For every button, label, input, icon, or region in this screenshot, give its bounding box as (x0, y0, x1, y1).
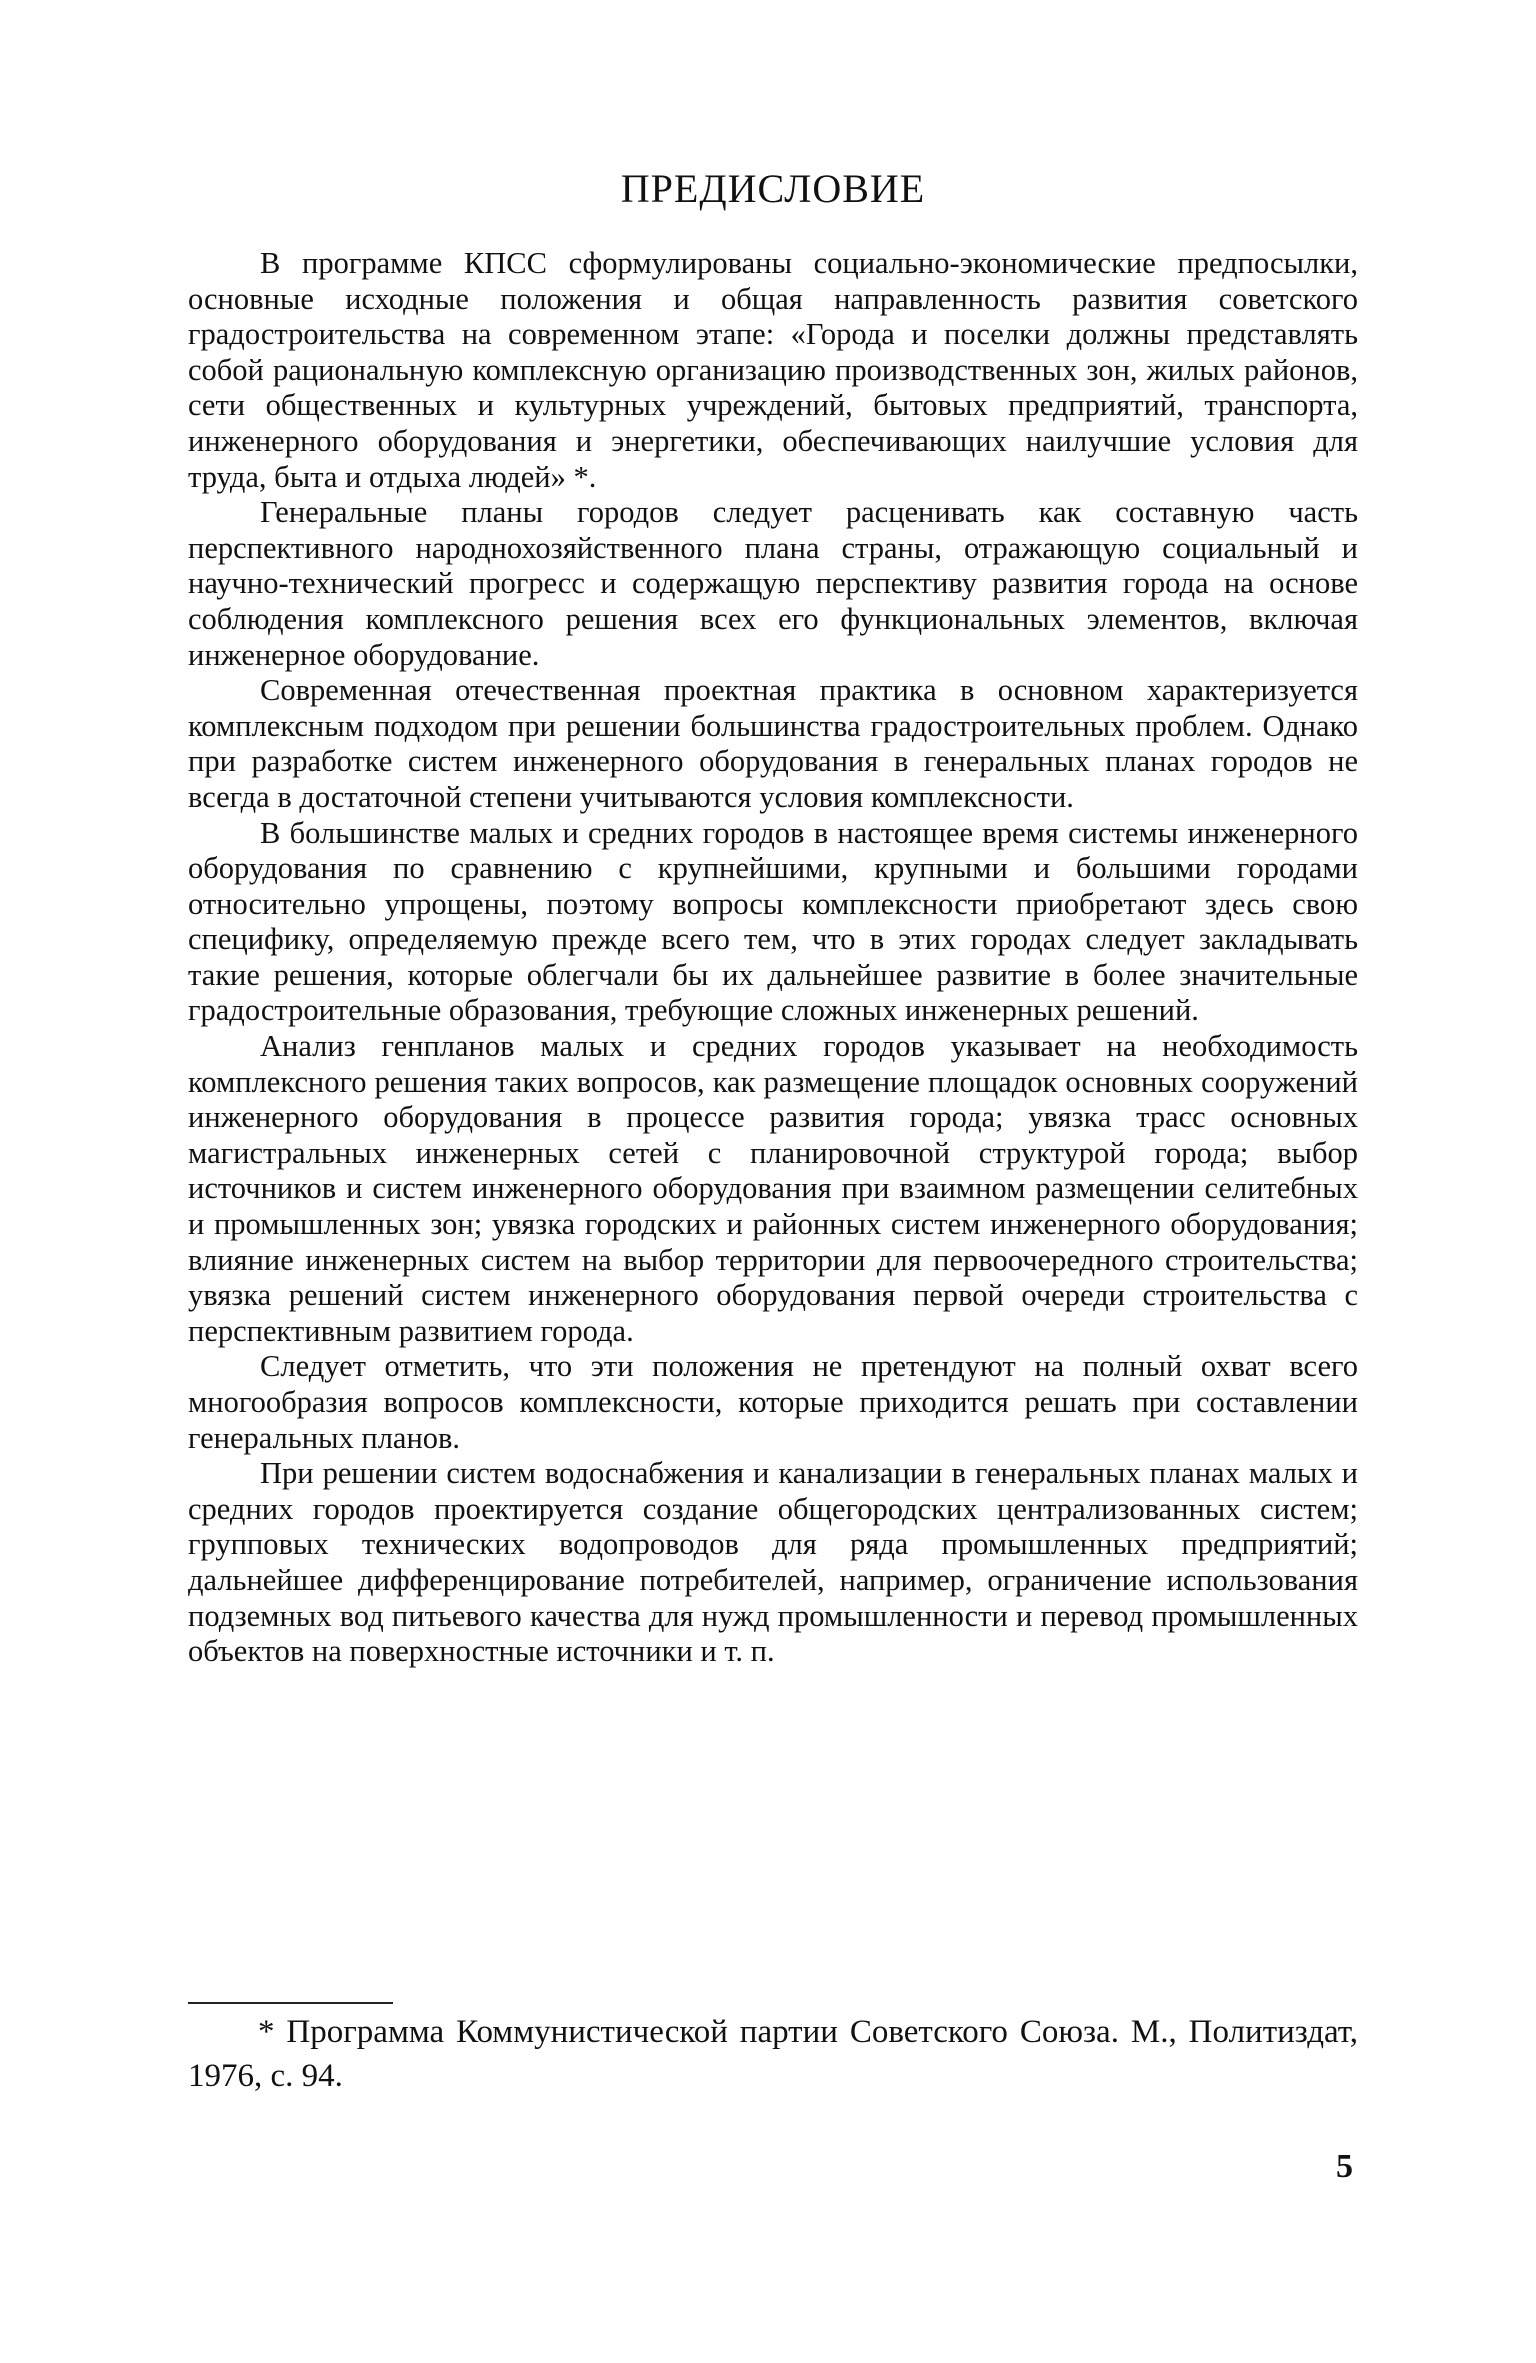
paragraph-6: Следует отметить, что эти положения не претендуют на полный охват всего многообразия вопросов комплексности, которые приходится решать при составлении генеральных планов. (188, 1349, 1358, 1455)
paragraph-5: Анализ генпланов малых и средних городов указывает на необходимость комплексного решения таких вопросов, как размещение площадок основных сооружений инженерного оборудования в процессе развития города; увязка трасс основных магистральных инженерных сетей с планировочной структурой города; выбор источников и систем инженерного оборудования при взаимном размещении селитебных и промышленных зон; увязка городских и районных систем инженерного оборудования; влияние инженерных систем на выбор территории для первоочередного строительства; увязка решений систем инженерного оборудования первой очереди строительства с перспективным развитием города. (188, 1029, 1358, 1348)
page-number: 5 (1336, 2148, 1353, 2185)
footnote: * Программа Коммунистической партии Советского Союза. М., Политиздат, 1976, с. 94. (188, 2014, 1358, 2094)
document-page (188, 0, 1358, 2363)
paragraph-1: В программе КПСС сформулированы социально-экономические предпосылки, основные исходные положения и общая направленность развития советского градостроительства на современном этапе: «Города и поселки должны представлять собой рациональную комплексную организацию производственных зон, жилых районов, сети общественных и культурных учреждений, бытовых предприятий, транспорта, инженерного оборудования и энергетики, обеспечивающих наилучшие условия для труда, быта и отдыха людей» *. (188, 246, 1358, 494)
paragraph-2: Генеральные планы городов следует расценивать как составную часть перспективного народнохозяйственного плана страны, отражающую социальный и научно-технический прогресс и содержащую перспективу развития города на основе соблюдения комплексного решения всех его функциональных элементов, включая инженерное оборудование. (188, 495, 1358, 672)
paragraph-3: Современная отечественная проектная практика в основном характеризуется комплексным подходом при решении большинства градостроительных проблем. Однако при разработке систем инженерного оборудования в генеральных планах городов не всегда в достаточной степени учитываются условия комплексности. (188, 673, 1358, 814)
body-text (188, 246, 1358, 1670)
page-title: ПРЕДИСЛОВИЕ (620, 166, 926, 211)
paragraph-4: В большинстве малых и средних городов в настоящее время системы инженерного оборудования по сравнению с крупнейшими, крупными и большими городами относительно упрощены, поэтому вопросы комплексности приобретают здесь свою специфику, определяемую прежде всего тем, что в этих городах следует закладывать такие решения, которые облегчали бы их дальнейшее развитие в более значительные градостроительные образования, требующие сложных инженерных решений. (188, 815, 1358, 1028)
paragraph-7: При решении систем водоснабжения и канализации в генеральных планах малых и средних городов проектируется создание общегородских централизованных систем; групповых технических водопроводов для ряда промышленных предприятий; дальнейшее дифференцирование потребителей, например, ограничение использования подземных вод питьевого качества для нужд промышленности и перевод промышленных объектов на поверхностные источники и т. п. (188, 1456, 1358, 1669)
footnote-divider (188, 2002, 393, 2004)
